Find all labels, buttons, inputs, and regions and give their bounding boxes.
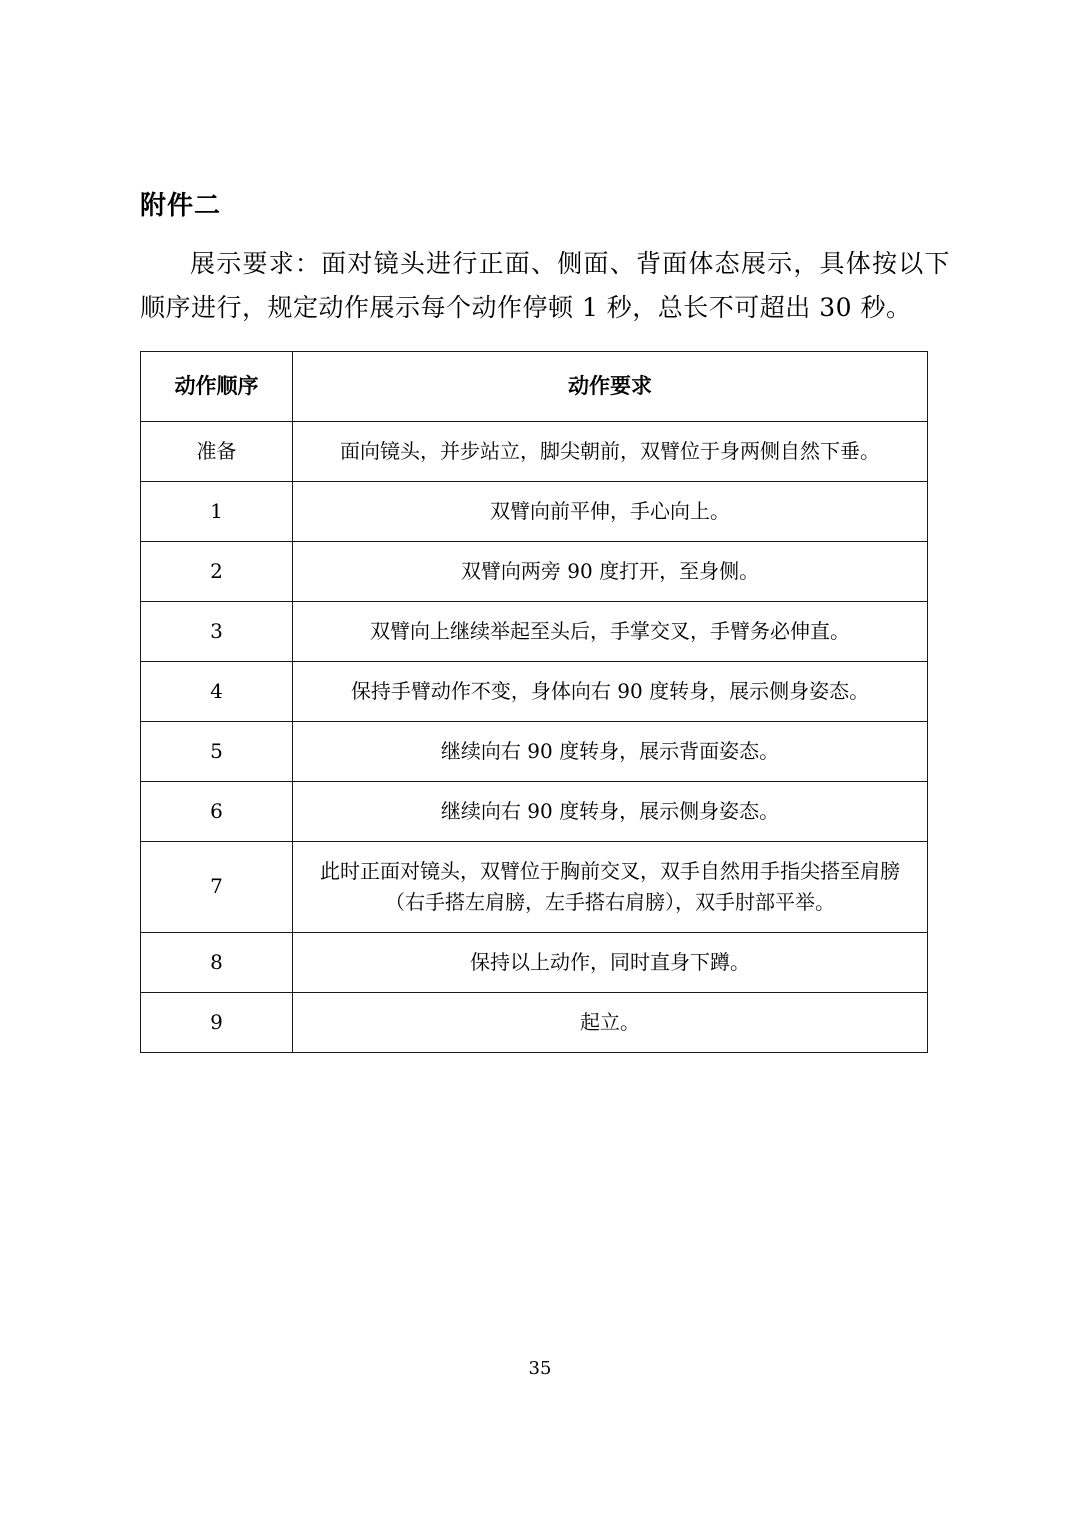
cell-requirement: 双臂向两旁 90 度打开，至身侧。 [293, 541, 928, 601]
cell-requirement-line-2: （右手搭左肩膀，左手搭右肩膀），双手肘部平举。 [385, 889, 835, 914]
table-row [141, 541, 928, 601]
cell-sequence: 4 [141, 661, 293, 721]
table-row [141, 721, 928, 781]
cell-sequence: 5 [141, 721, 293, 781]
table-row [141, 601, 928, 661]
cell-requirement [293, 841, 928, 932]
cell-requirement: 保持以上动作，同时直身下蹲。 [293, 932, 928, 992]
cell-requirement: 面向镜头，并步站立，脚尖朝前，双臂位于身两侧自然下垂。 [293, 421, 928, 481]
cell-requirement-line-1: 此时正面对镜头，双臂位于胸前交叉，双手自然用手指尖搭至肩膀 [320, 858, 900, 883]
cell-requirement: 起立。 [293, 992, 928, 1052]
cell-requirement: 双臂向上继续举起至头后，手掌交叉，手臂务必伸直。 [293, 601, 928, 661]
cell-sequence: 1 [141, 481, 293, 541]
column-header-sequence: 动作顺序 [141, 352, 293, 422]
page-content [140, 190, 950, 1053]
cell-requirement: 继续向右 90 度转身，展示侧身姿态。 [293, 781, 928, 841]
table-header-row [141, 352, 928, 422]
table-row [141, 661, 928, 721]
attachment-title: 附件二 [140, 191, 222, 221]
cell-sequence: 准备 [141, 421, 293, 481]
cell-sequence: 3 [141, 601, 293, 661]
cell-sequence: 8 [141, 932, 293, 992]
table-row [141, 781, 928, 841]
action-sequence-table [140, 351, 928, 1053]
cell-sequence: 7 [141, 841, 293, 932]
table-row [141, 421, 928, 481]
table-row [141, 932, 928, 992]
cell-sequence: 2 [141, 541, 293, 601]
cell-sequence: 6 [141, 781, 293, 841]
cell-requirement: 双臂向前平伸，手心向上。 [293, 481, 928, 541]
cell-requirement: 继续向右 90 度转身，展示背面姿态。 [293, 721, 928, 781]
table-row [141, 992, 928, 1052]
cell-sequence: 9 [141, 992, 293, 1052]
page-number: 35 [528, 1358, 552, 1379]
intro-paragraph: 展示要求：面对镜头进行正面、侧面、背面体态展示，具体按以下顺序进行，规定动作展示每个动作停顿 1 秒，总长不可超出 30 秒。 [140, 248, 950, 322]
cell-requirement: 保持手臂动作不变，身体向右 90 度转身，展示侧身姿态。 [293, 661, 928, 721]
table-row [141, 481, 928, 541]
column-header-requirement: 动作要求 [293, 352, 928, 422]
table-row [141, 841, 928, 932]
